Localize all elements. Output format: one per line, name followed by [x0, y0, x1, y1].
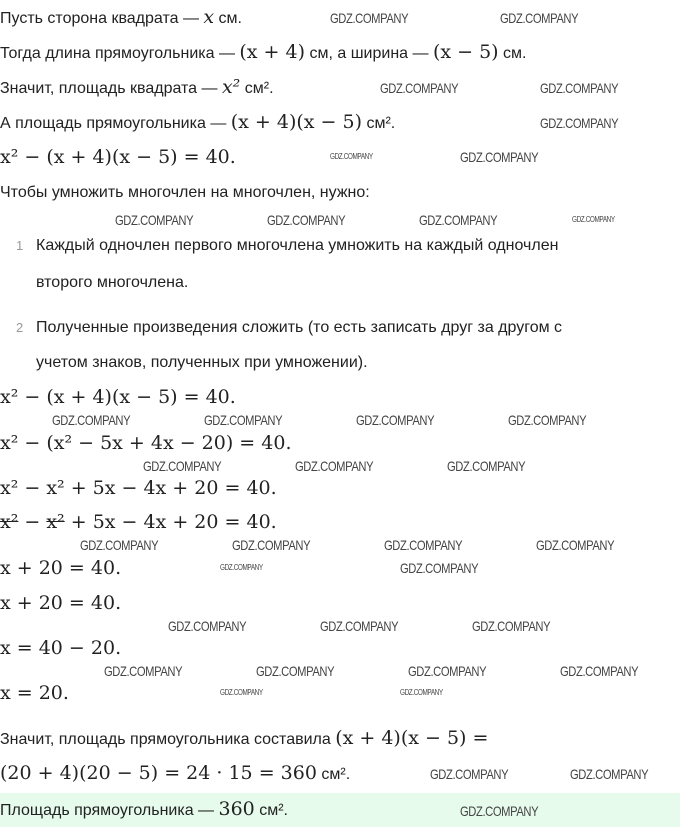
conclusion-line-1: [0, 727, 488, 751]
watermark: GDZ.COMPANY: [104, 663, 183, 679]
watermark: GDZ.COMPANY: [460, 803, 539, 819]
watermark: GDZ.COMPANY: [400, 560, 479, 576]
math: (20 + 4)(20 − 5) = 24 · 15 = 360: [0, 762, 317, 784]
text: А площадь прямоугольника —: [0, 115, 231, 132]
answer-text: [0, 798, 288, 822]
step-number: 2: [16, 320, 24, 335]
watermark: GDZ.COMPANY: [204, 412, 283, 428]
watermark: GDZ.COMPANY: [320, 618, 399, 634]
watermark: GDZ.COMPANY: [330, 10, 409, 26]
line-4: [0, 111, 395, 135]
math: (x + 4)(x − 5): [230, 111, 363, 133]
watermark: GDZ.COMPANY: [430, 766, 509, 782]
watermark: GDZ.COMPANY: [572, 215, 615, 224]
watermark: GDZ.COMPANY: [384, 537, 463, 553]
solution-step: x + 20 = 40.: [0, 557, 122, 579]
step-1-line-2: второго многочлена.: [36, 274, 189, 291]
line-3: [0, 76, 274, 100]
text: см².: [362, 115, 396, 132]
watermark: GDZ.COMPANY: [500, 10, 579, 26]
watermark: GDZ.COMPANY: [400, 688, 443, 697]
solution-step: x² − x² + 5x − 4x + 20 = 40.: [0, 477, 277, 499]
math: 360: [218, 798, 255, 820]
watermark: GDZ.COMPANY: [232, 537, 311, 553]
math: (x − 5): [432, 41, 499, 63]
watermark: GDZ.COMPANY: [330, 152, 373, 161]
crossed-term: x²: [0, 511, 19, 533]
watermark: GDZ.COMPANY: [267, 212, 346, 228]
watermark: GDZ.COMPANY: [380, 80, 459, 96]
solution-step-crossed: x² − x² + 5x − 4x + 20 = 40.: [0, 511, 277, 533]
watermark: GDZ.COMPANY: [143, 458, 222, 474]
text: Площадь прямоугольника —: [0, 802, 219, 819]
line-1: [0, 6, 242, 30]
text: см².: [254, 802, 288, 819]
solution-step: x + 20 = 40.: [0, 592, 122, 614]
watermark: GDZ.COMPANY: [220, 688, 263, 697]
answer-box: [0, 793, 680, 827]
watermark: GDZ.COMPANY: [115, 212, 194, 228]
math: (x + 4): [239, 41, 306, 63]
equation: x² − (x + 4)(x − 5) = 40.: [0, 146, 236, 168]
watermark: GDZ.COMPANY: [52, 412, 131, 428]
text: см.: [498, 45, 527, 62]
watermark: GDZ.COMPANY: [295, 458, 374, 474]
watermark: GDZ.COMPANY: [540, 80, 619, 96]
watermark: GDZ.COMPANY: [570, 766, 649, 782]
text: см.: [214, 10, 242, 27]
solution-step: x = 40 − 20.: [0, 637, 122, 659]
text: Значит, площадь прямоугольника составила: [0, 731, 336, 748]
step-2-line-1: Полученные произведения сложить (то есть записать друг за другом с: [36, 319, 563, 336]
text: Тогда длина прямоугольника —: [0, 45, 240, 62]
solution-step: x = 20.: [0, 682, 69, 704]
watermark: GDZ.COMPANY: [220, 563, 263, 572]
watermark: GDZ.COMPANY: [508, 412, 587, 428]
line-2: [0, 41, 526, 65]
math: (x + 4)(x − 5) =: [335, 727, 489, 749]
watermark: GDZ.COMPANY: [80, 537, 159, 553]
math: x²: [221, 76, 241, 98]
watermark: GDZ.COMPANY: [540, 115, 619, 131]
watermark: GDZ.COMPANY: [536, 537, 615, 553]
solution-step: x² − (x² − 5x + 4x − 20) = 40.: [0, 432, 292, 454]
watermark: GDZ.COMPANY: [472, 618, 551, 634]
rule-intro: Чтобы умножить многочлен на многочлен, нужно:: [0, 184, 370, 201]
text: Значит, площадь квадрата —: [0, 80, 222, 97]
watermark: GDZ.COMPANY: [460, 149, 539, 165]
watermark: GDZ.COMPANY: [168, 618, 247, 634]
step-1-line-1: Каждый одночлен первого многочлена умножить на каждый одночлен: [36, 237, 559, 254]
text: Пусть сторона квадрата —: [0, 10, 204, 27]
text: + 5x − 4x + 20 = 40.: [70, 511, 277, 533]
conclusion-line-2: [0, 762, 350, 786]
watermark: GDZ.COMPANY: [256, 663, 335, 679]
watermark: GDZ.COMPANY: [356, 412, 435, 428]
math: x: [203, 6, 215, 28]
watermark: GDZ.COMPANY: [560, 663, 639, 679]
watermark: GDZ.COMPANY: [408, 663, 487, 679]
crossed-term: x²: [46, 511, 65, 533]
solution-step: x² − (x + 4)(x − 5) = 40.: [0, 386, 236, 408]
text: см².: [240, 80, 274, 97]
text: см, а ширина —: [305, 45, 433, 62]
watermark: GDZ.COMPANY: [447, 458, 526, 474]
step-number: 1: [16, 238, 24, 253]
watermark: GDZ.COMPANY: [419, 212, 498, 228]
step-2-line-2: учетом знаков, полученных при умножении).: [36, 354, 368, 371]
text: см².: [316, 766, 351, 783]
